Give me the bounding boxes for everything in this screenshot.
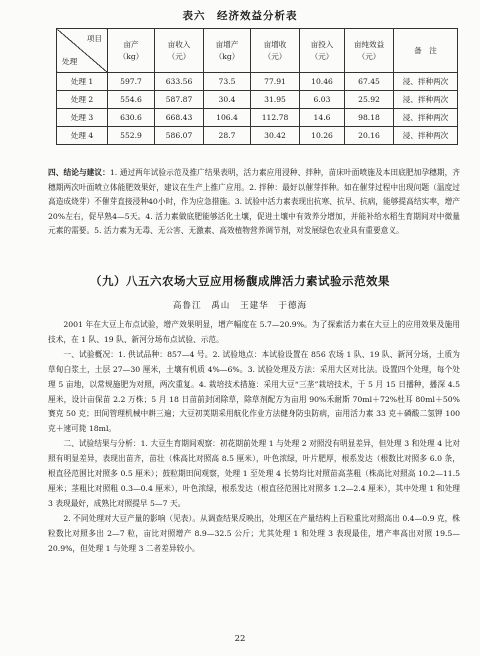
column-header-income-increase: 亩增收 （元）	[251, 29, 300, 73]
body-paragraph: 一、试验概况：1. 供试品种：857—4 号。2. 试验地点：本试验设置在 856 农场 1 队、19 队、新河分场，土质为草甸白浆土，土层 27—30 厘米，土壤有机质 4%—6%。3. 试验处理及方法：采用大区对比法。设置四个处理，每个处理 5 亩地，以常规施肥为对照，两次重复。4. 栽培技术措施：采用大豆“三垄”栽培技术，于 5 月 15 日播种，播深 4.5 厘米，设计亩保苗 2.2 万株；5 月 18 日苗前封闭除草，除草剂配方为亩用 90%禾耐斯 70ml＋72%杜耳 80ml＋50%赛克 50 克；田间管理机械中耕三遍；大豆初荚期采用航化作业方法健身防虫防病，亩用活力素 33 克＋磷酸二氢钾 100 克＋速可毙 18ml。	[48, 349, 460, 434]
table-cell: 77.91	[251, 73, 300, 91]
table-row	[57, 127, 458, 145]
column-header-yield-increase: 亩增产 （kg）	[204, 29, 251, 73]
table-cell: 30.4	[204, 91, 251, 109]
table-cell: 668.43	[155, 109, 204, 127]
column-header-income: 亩收入 （元）	[155, 29, 204, 73]
corner-label-item: 项目	[86, 34, 102, 43]
table-cell: 31.95	[251, 91, 300, 109]
article-authors: 高鲁江 禹山 王建华 于德海	[172, 301, 308, 311]
table-cell: 14.6	[300, 109, 345, 127]
article-heading: （九）八五六农场大豆应用杨馥成牌活力素试验示范效果	[90, 274, 390, 288]
table-cell: 浸、拌种两次	[394, 127, 458, 145]
table-cell: 67.45	[345, 73, 394, 91]
table-row	[57, 91, 458, 109]
table-cell: 552.9	[108, 127, 155, 145]
table-cell: 73.5	[204, 73, 251, 91]
conclusions-lead: 四、结论与建议：	[48, 168, 110, 177]
table-cell: 30.42	[251, 127, 300, 145]
column-header-net-benefit: 亩纯效益 （元）	[345, 29, 394, 73]
body-paragraph: 2. 不同处理对大豆产量的影响（见表）。从调查结果反映出，处理区在产量结构上百粒重比对照高出 0.4—0.9 克，株粒数比对照多出 2—7 粒，亩比对照增产 8.9—32.5 公斤；尤其处理 1 和处理 3 表现最佳，增产率高出对照 19.5—20.9%，但处理 1 与处理 3 二者差异较小。	[48, 513, 460, 553]
table-cell: 597.7	[108, 73, 155, 91]
table-cell: 586.07	[155, 127, 204, 145]
corner-label-treatment: 处理	[62, 57, 78, 66]
column-header-input: 亩投入 （元）	[300, 29, 345, 73]
table-cell: 处理 2	[57, 91, 108, 109]
table-cell: 98.18	[345, 109, 394, 127]
column-header-yield: 亩产 （kg）	[108, 29, 155, 73]
conclusions-text: 1. 通过两年试验示范及推广结果表明，活力素应用浸种、拌种，苗床叶面喷施及本田底肥加孕穗期，齐穗期两次叶面喷立体能肥效果好，建议在生产上推广应用。2. 拌种：最好以催芽拌种。如在催芽过程中出现问题（温度过高造成烧芽）不催芽直接浸种40小时，作为应急措施。3. 试验中活力素表现出抗寒、抗早、抗病，能够提高结实率，增产20%左右，促早熟4—5天。4. 活力素做底肥能够活化土壤，促进土壤中有效养分增加，并能补给水稻生育期间对中微量元素的需要。5. 活力素为无毒、无公害、无激素、高效植物营养调节剂，对发展绿色农业具有重要意义。	[48, 168, 460, 236]
table-row	[57, 73, 458, 91]
economic-benefit-table	[56, 28, 458, 145]
column-header-remarks: 备 注	[394, 29, 458, 73]
table-cell: 20.16	[345, 127, 394, 145]
table-cell: 106.4	[204, 109, 251, 127]
table-cell: 浸、拌种两次	[394, 109, 458, 127]
body-paragraph: 二、试验结果与分析：1. 大豆生育期间观察：初花期前处理 1 与处理 2 对照没有明显差异，但处理 3 和处理 4 比对照有明显差异，表现出苗齐，苗壮（株高比对照高 8.5 厘米），叶色浓绿，叶片肥厚，根系发达（根数比对照多 6.0 条，根直径范围比对照多 0.5 厘米）；鼓粒期田间观察，处理 1 至处理 4 长势均比对照苗高茎粗（株高比对照高 10.2—11.5 厘米；茎粗比对照粗 0.3—0.4 厘米），叶色浓绿，根系发达（根直径范围比对照多 1.2—2.4 厘米），其中处理 1 和处理 3 表现最好，成熟比对照提早 5—7 天。	[48, 439, 460, 508]
table-cell: 处理 3	[57, 109, 108, 127]
table-cell: 6.03	[300, 91, 345, 109]
table-cell: 630.6	[108, 109, 155, 127]
table-cell: 587.87	[155, 91, 204, 109]
table-cell: 处理 1	[57, 73, 108, 91]
table-cell: 处理 4	[57, 127, 108, 145]
table-cell: 浸、拌种两次	[394, 91, 458, 109]
table-cell: 28.7	[204, 127, 251, 145]
table-header-row	[57, 29, 458, 73]
article-body	[48, 318, 460, 557]
table-cell: 25.92	[345, 91, 394, 109]
table-corner-header	[57, 29, 108, 73]
table-row	[57, 109, 458, 127]
table-cell: 633.56	[155, 73, 204, 91]
table-cell: 10.26	[300, 127, 345, 145]
page-number: 22	[234, 634, 246, 644]
conclusions-section	[48, 166, 460, 239]
table-cell: 浸、拌种两次	[394, 73, 458, 91]
table-cell: 10.46	[300, 73, 345, 91]
body-paragraph: 2001 年在大豆上布点试验，增产效果明显，增产幅度在 5.7—20.9%。为了探索活力素在大豆上的应用效果及施用技术，在 1 队、19 队、新河分场布点试验、示范。	[48, 320, 460, 344]
table-cell: 554.6	[108, 91, 155, 109]
table-cell: 112.78	[251, 109, 300, 127]
table-title: 表六 经济效益分析表	[182, 10, 298, 22]
